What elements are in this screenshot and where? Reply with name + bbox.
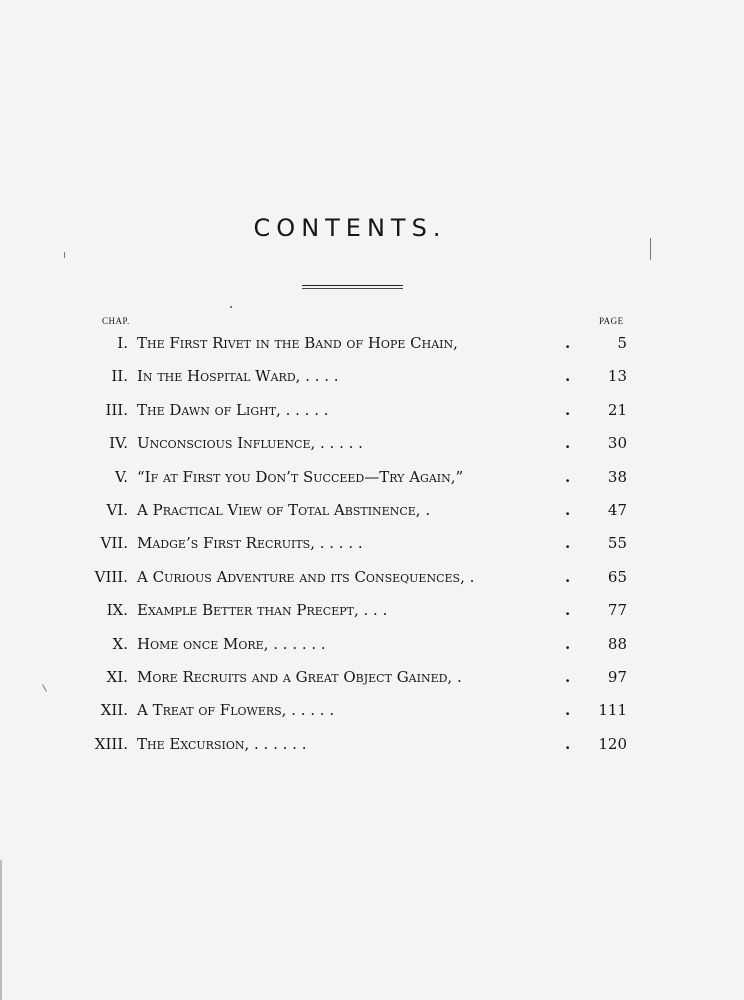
chapter-number: XII. <box>100 701 128 720</box>
chapter-title: In the Hospital Ward, . . . . <box>137 367 339 386</box>
toc-row <box>0 367 744 395</box>
chapter-title: The Excursion, . . . . . . <box>137 734 307 753</box>
scan-speck <box>230 306 232 308</box>
page-number: 88 <box>607 634 627 653</box>
chapter-number: IX. <box>106 601 128 620</box>
chapter-title: Madge’s First Recruits, . . . . . <box>137 534 363 553</box>
page-number: 30 <box>607 434 627 453</box>
page-number: 21 <box>607 400 627 419</box>
page-column-header: PAGE <box>599 316 624 326</box>
toc-row <box>0 468 744 496</box>
toc-row <box>0 501 744 529</box>
page-number: 47 <box>607 501 627 519</box>
toc-row <box>0 568 744 596</box>
page-number: 77 <box>607 601 627 620</box>
leader-dot: . <box>565 334 571 352</box>
toc-row <box>0 534 744 562</box>
toc-row <box>0 701 744 729</box>
page-number: 111 <box>598 701 627 720</box>
scan-edge <box>0 860 2 1000</box>
toc-row <box>0 735 744 763</box>
page-title: CONTENTS. <box>253 214 447 242</box>
toc-row <box>0 334 744 362</box>
scan-speck <box>650 238 651 260</box>
chapter-title: Home once More, . . . . . . <box>137 634 326 653</box>
chapter-title: A Curious Adventure and its Consequences, . <box>137 567 475 586</box>
leader-dot: . <box>565 567 571 586</box>
leader-dot: . <box>565 668 571 686</box>
chapter-title: A Practical View of Total Abstinence, . <box>137 501 431 519</box>
leader-dot: . <box>565 734 571 753</box>
chapter-number: VI. <box>106 501 128 519</box>
page-number: 120 <box>598 734 627 753</box>
chapter-column-header: CHAP. <box>102 316 130 326</box>
leader-dot: . <box>565 467 571 486</box>
chapter-title: The Dawn of Light, . . . . . <box>137 400 329 419</box>
chapter-title: Unconscious Influence, . . . . . <box>137 434 363 453</box>
leader-dot: . <box>565 400 571 419</box>
leader-dot: . <box>565 367 571 386</box>
leader-dot: . <box>565 434 571 453</box>
page-number: 13 <box>607 367 627 386</box>
chapter-number: IV. <box>109 434 128 453</box>
leader-dot: . <box>565 634 571 653</box>
toc-row <box>0 635 744 663</box>
scan-speck <box>64 252 65 258</box>
page-number: 55 <box>607 534 627 553</box>
chapter-title: A Treat of Flowers, . . . . . <box>137 701 335 720</box>
chapter-title: “If at First you Don’t Succeed—Try Again,” <box>137 467 464 486</box>
chapter-number: I. <box>117 334 128 352</box>
chapter-number: XI. <box>106 668 128 686</box>
leader-dot: . <box>565 701 571 720</box>
chapter-title: The First Rivet in the Band of Hope Chain, <box>137 334 458 352</box>
page-number: 38 <box>607 467 627 486</box>
toc-row <box>0 668 744 696</box>
chapter-number: VII. <box>100 534 128 553</box>
chapter-number: V. <box>115 467 128 486</box>
chapter-title: Example Better than Precept, . . . <box>137 601 388 620</box>
leader-dot: . <box>565 601 571 620</box>
title-rule <box>302 285 403 286</box>
leader-dot: . <box>565 534 571 553</box>
toc-row <box>0 401 744 429</box>
leader-dot: . <box>565 501 571 519</box>
chapter-title: More Recruits and a Great Object Gained, . <box>137 668 462 686</box>
page-number: 65 <box>607 567 627 586</box>
chapter-number: X. <box>112 634 128 653</box>
page-number: 97 <box>607 668 627 686</box>
chapter-number: II. <box>111 367 128 386</box>
page-number: 5 <box>617 334 627 352</box>
chapter-number: XIII. <box>94 734 128 753</box>
toc-row <box>0 434 744 462</box>
chapter-number: III. <box>105 400 128 419</box>
toc-row <box>0 601 744 629</box>
chapter-number: VIII. <box>94 567 128 586</box>
